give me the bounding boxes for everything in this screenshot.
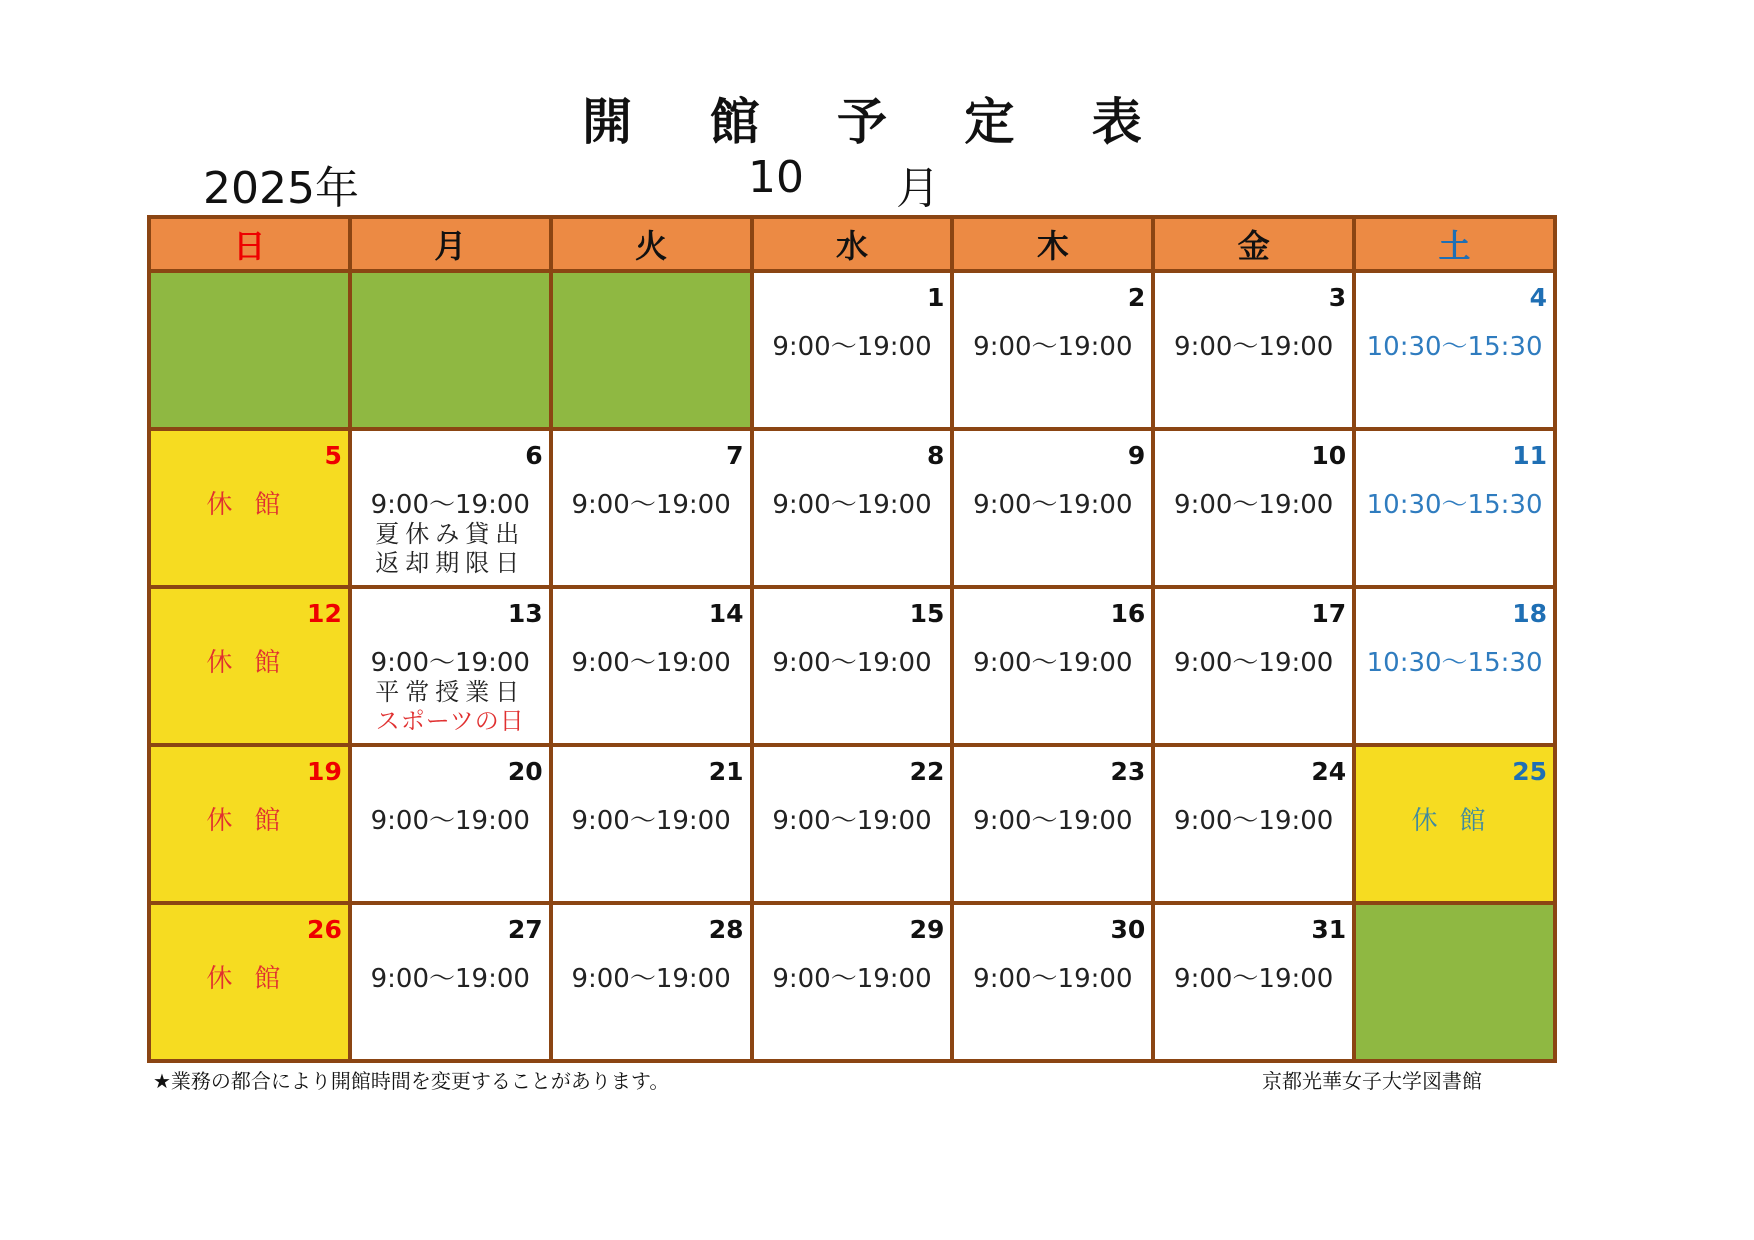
opening-hours (352, 807, 549, 836)
month-number: 10 (748, 152, 804, 203)
hours-text: 休館 (206, 806, 303, 836)
weekday-header-3: 水 (754, 219, 951, 269)
opening-hours (754, 649, 951, 678)
hours-text: 10:30〜15:30 (1366, 332, 1543, 362)
hours-text: 休館 (206, 490, 303, 520)
opening-hours (352, 649, 549, 736)
day-number: 17 (1311, 599, 1347, 628)
opening-hours (1356, 491, 1553, 520)
calendar-cell-day-21 (553, 747, 750, 901)
calendar-cell-day-9 (954, 431, 1151, 585)
day-number: 29 (909, 915, 945, 944)
opening-hours (954, 333, 1151, 362)
hours-text: 9:00〜19:00 (571, 490, 731, 520)
closed-label (151, 965, 348, 994)
calendar-cell-day-4 (1356, 273, 1553, 427)
closed-label (151, 807, 348, 836)
day-number: 20 (507, 757, 543, 786)
calendar-cell-day-31 (1155, 905, 1352, 1059)
calendar-cell-day-1 (754, 273, 951, 427)
calendar-cell-day-12 (151, 589, 348, 743)
opening-hours (1155, 649, 1352, 678)
calendar-cell-day-6 (352, 431, 549, 585)
hours-text: 9:00〜19:00 (370, 806, 530, 836)
hours-text: 9:00〜19:00 (1174, 490, 1334, 520)
day-number: 6 (525, 441, 543, 470)
opening-hours (754, 333, 951, 362)
hours-text: 9:00〜19:00 (772, 490, 932, 520)
day-number: 14 (708, 599, 744, 628)
hours-text: 9:00〜19:00 (1174, 806, 1334, 836)
hours-text: 9:00〜19:00 (973, 490, 1133, 520)
hours-text: 休館 (1411, 806, 1508, 836)
weekday-header-2: 火 (553, 219, 750, 269)
opening-hours (352, 491, 549, 578)
weekday-header-5: 金 (1155, 219, 1352, 269)
calendar-cell-day-13 (352, 589, 549, 743)
calendar-cell-day-15 (754, 589, 951, 743)
calendar-cell-day-22 (754, 747, 951, 901)
calendar-cell-day-27 (352, 905, 549, 1059)
calendar-cell-day-11 (1356, 431, 1553, 585)
opening-hours (954, 965, 1151, 994)
hours-text: 9:00〜19:00 (370, 648, 530, 678)
hours-text: 10:30〜15:30 (1366, 490, 1543, 520)
opening-hours (1356, 649, 1553, 678)
hours-text: 9:00〜19:00 (1174, 648, 1334, 678)
opening-hours (1155, 333, 1352, 362)
day-number: 12 (307, 599, 342, 628)
day-note: 平常授業日 (375, 678, 526, 706)
hours-text: 9:00〜19:00 (772, 332, 932, 362)
opening-hours (1155, 491, 1352, 520)
weekday-header-1: 月 (352, 219, 549, 269)
hours-text: 9:00〜19:00 (571, 806, 731, 836)
day-number: 9 (1127, 441, 1146, 470)
hours-text: 9:00〜19:00 (370, 964, 530, 994)
library-name: 京都光華女子大学図書館 (1262, 1069, 1482, 1093)
weekday-header-row (147, 215, 1557, 273)
hours-text: 9:00〜19:00 (973, 648, 1133, 678)
calendar-cell-empty (151, 273, 348, 427)
calendar-cell-day-19 (151, 747, 348, 901)
weekday-header-0: 日 (151, 219, 348, 269)
calendar-cell-day-30 (954, 905, 1151, 1059)
closed-label (1356, 807, 1553, 836)
calendar-cell-day-10 (1155, 431, 1352, 585)
opening-hours (954, 649, 1151, 678)
hours-text: 休館 (206, 964, 303, 994)
calendar-cell-day-18 (1356, 589, 1553, 743)
day-number: 16 (1110, 599, 1146, 628)
hours-text: 9:00〜19:00 (1174, 332, 1334, 362)
day-number: 26 (307, 915, 342, 944)
calendar-cell-day-23 (954, 747, 1151, 901)
opening-hours (352, 965, 549, 994)
page-title: 開 館 予 定 表 (582, 93, 1172, 151)
day-number: 25 (1512, 757, 1547, 786)
calendar-cell-empty (553, 273, 750, 427)
opening-hours (1356, 333, 1553, 362)
calendar-cell-day-20 (352, 747, 549, 901)
day-number: 4 (1529, 283, 1547, 312)
calendar-cell-day-7 (553, 431, 750, 585)
day-number: 28 (708, 915, 744, 944)
hours-text: 9:00〜19:00 (571, 648, 731, 678)
calendar-cell-day-24 (1155, 747, 1352, 901)
day-number: 3 (1328, 283, 1347, 312)
hours-text: 9:00〜19:00 (1174, 964, 1334, 994)
hours-text: 9:00〜19:00 (772, 648, 932, 678)
day-number: 5 (324, 441, 342, 470)
calendar-cell-day-16 (954, 589, 1151, 743)
hours-text: 9:00〜19:00 (772, 964, 932, 994)
calendar-cell-day-29 (754, 905, 951, 1059)
day-number: 13 (507, 599, 543, 628)
day-number: 10 (1311, 441, 1347, 470)
hours-text: 9:00〜19:00 (571, 964, 731, 994)
calendar-cell-day-3 (1155, 273, 1352, 427)
opening-hours (754, 965, 951, 994)
calendar-cell-empty (1356, 905, 1553, 1059)
day-number: 21 (708, 757, 744, 786)
day-number: 23 (1110, 757, 1146, 786)
day-number: 22 (909, 757, 945, 786)
day-number: 1 (927, 283, 945, 312)
day-number: 7 (726, 441, 744, 470)
opening-hours (553, 491, 750, 520)
opening-hours (954, 491, 1151, 520)
calendar-cell-day-26 (151, 905, 348, 1059)
calendar-cell-day-2 (954, 273, 1151, 427)
calendar-cell-day-28 (553, 905, 750, 1059)
calendar-cell-day-17 (1155, 589, 1352, 743)
day-note: 返却期限日 (375, 549, 526, 577)
day-number: 2 (1127, 283, 1146, 312)
year-label: 2025年 (203, 163, 359, 214)
calendar-cell-empty (352, 273, 549, 427)
opening-hours (553, 807, 750, 836)
opening-hours (553, 965, 750, 994)
hours-text: 9:00〜19:00 (973, 332, 1133, 362)
day-number: 27 (507, 915, 543, 944)
calendar-cell-day-14 (553, 589, 750, 743)
opening-hours (553, 649, 750, 678)
day-note: 夏休み貸出 (375, 520, 526, 548)
hours-text: 9:00〜19:00 (973, 964, 1133, 994)
day-number: 31 (1311, 915, 1347, 944)
hours-text: 9:00〜19:00 (973, 806, 1133, 836)
hours-text: 9:00〜19:00 (370, 490, 530, 520)
day-number: 8 (927, 441, 945, 470)
closed-label (151, 649, 348, 678)
month-suffix: 月 (896, 163, 940, 214)
day-number: 18 (1512, 599, 1547, 628)
calendar-cell-day-25 (1356, 747, 1553, 901)
closed-label (151, 491, 348, 520)
calendar-cell-day-5 (151, 431, 348, 585)
weekday-header-4: 木 (954, 219, 1151, 269)
opening-hours (1155, 807, 1352, 836)
opening-hours (954, 807, 1151, 836)
weekday-header-6: 土 (1356, 219, 1553, 269)
opening-hours (754, 807, 951, 836)
day-number: 24 (1311, 757, 1347, 786)
day-number: 19 (307, 757, 342, 786)
opening-hours (754, 491, 951, 520)
footnote: ★業務の都合により開館時間を変更することがあります。 (153, 1069, 670, 1093)
day-number: 15 (909, 599, 945, 628)
calendar-cell-day-8 (754, 431, 951, 585)
day-number: 11 (1512, 441, 1547, 470)
day-note: スポーツの日 (375, 707, 525, 735)
calendar-grid (147, 215, 1557, 1063)
hours-text: 9:00〜19:00 (772, 806, 932, 836)
hours-text: 10:30〜15:30 (1366, 648, 1543, 678)
hours-text: 休館 (206, 648, 303, 678)
opening-hours (1155, 965, 1352, 994)
day-number: 30 (1110, 915, 1146, 944)
